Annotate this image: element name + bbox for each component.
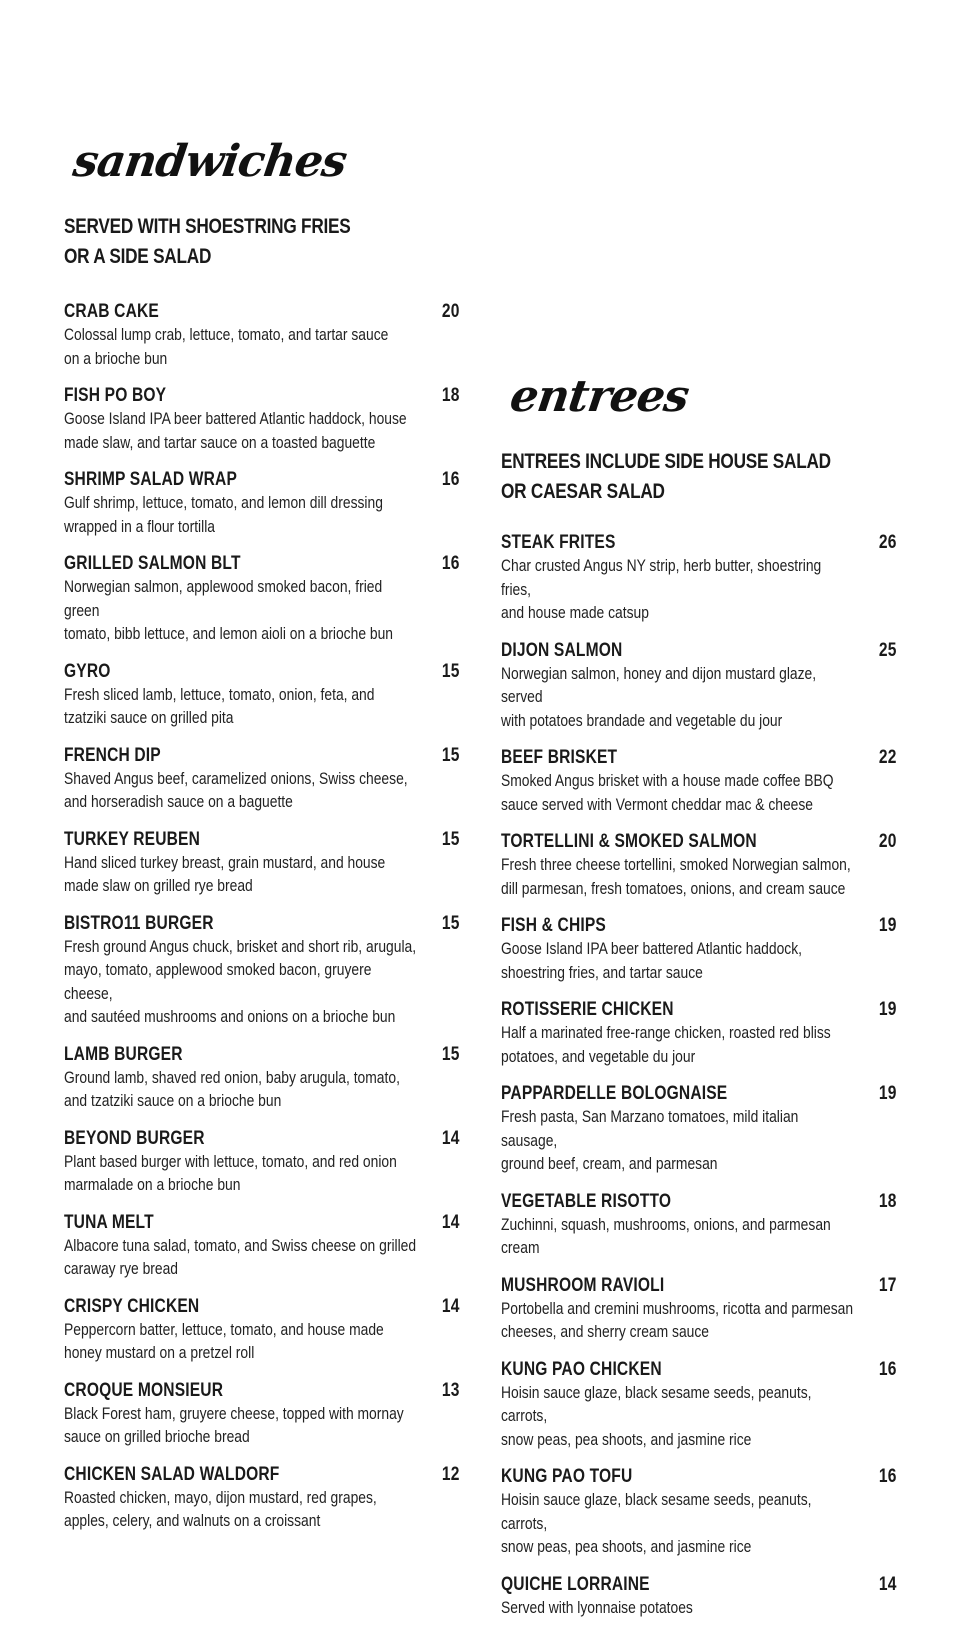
menu-item-name: FRENCH DIP [64,744,161,766]
menu-item-name: VEGETABLE RISOTTO [501,1190,672,1212]
menu-item-header [64,660,460,684]
entrees-subtitle-line-2: OR CAESAR SALAD [501,480,665,503]
menu-item-header [64,384,460,408]
menu-item-price: 16 [442,553,460,574]
menu-item-name: MUSHROOM RAVIOLI [501,1274,665,1296]
menu-item-price: 16 [879,1358,897,1380]
menu-item [64,1463,460,1534]
menu-item-description: Shaved Angus beef, caramelized onions, Swiss cheese, and horseradish sauce on a baguette [64,769,408,811]
menu-item [501,531,897,626]
menu-item-name: TORTELLINI & SMOKED SALMON [501,831,757,852]
menu-item-description: Goose Island IPA beer battered Atlantic haddock, house made slaw, and tartar sauce on a toasted baguette [64,410,407,452]
menu-item-name: GYRO [64,660,111,682]
menu-item [64,1211,460,1282]
menu-item [501,914,897,985]
menu-item [501,1465,897,1560]
menu-item-name: TURKEY REUBEN [64,828,201,850]
menu-item-header [64,1211,460,1235]
sandwiches-section [64,136,460,1547]
sandwiches-subtitle [64,212,389,272]
menu-item-price: 20 [879,831,897,852]
menu-item-header [501,830,897,854]
menu-item-name: STEAK FRITES [501,532,616,553]
menu-item-price: 25 [879,639,897,661]
menu-item-name: TUNA MELT [64,1211,154,1233]
menu-item-header [501,639,897,663]
menu-item-name: PAPPARDELLE BOLOGNAISE [501,1083,728,1104]
menu-item-description: Plant based burger with lettuce, tomato, and red onion marmalade on a brioche bun [64,1152,397,1194]
menu-item-name: CRAB CAKE [64,301,159,322]
menu-item-description: Black Forest ham, gruyere cheese, topped with mornay sauce on grilled brioche bread [64,1404,404,1446]
menu-item-header [501,1274,897,1298]
menu-item-header [64,744,460,768]
menu-item-description: Served with lyonnaise potatoes [501,1598,693,1617]
menu-item [501,830,897,901]
menu-item-header [64,300,460,324]
menu-item [64,1295,460,1366]
menu-item-name: KUNG PAO CHICKEN [501,1358,662,1380]
menu-item-price: 14 [442,1295,460,1317]
menu-item-price: 19 [879,1083,897,1104]
menu-item-header [501,1190,897,1214]
menu-item-header [501,1082,897,1106]
menu-item [501,998,897,1069]
entrees-subtitle [501,447,831,507]
menu-item-description: Hoisin sauce glaze, black sesame seeds, peanuts, carrots, snow peas, pea shoots, and jasmine rice [501,1491,812,1556]
menu-item-name: CRISPY CHICKEN [64,1295,200,1317]
menu-item [64,1379,460,1450]
sandwiches-subtitle-line-2: OR A SIDE SALAD [64,245,212,268]
menu-item [501,1082,897,1177]
menu-item-description: Hand sliced turkey breast, grain mustard, and house made slaw on grilled rye bread [64,853,386,895]
menu-item [64,468,460,539]
menu-item-header [64,1379,460,1403]
menu-item-description: Ground lamb, shaved red onion, baby arugula, tomato, and tzatziki sauce on a brioche bun [64,1068,400,1110]
menu-item-name: BISTRO11 BURGER [64,912,214,934]
menu-item-header [501,1358,897,1382]
menu-item [64,552,460,647]
menu-item-description: Albacore tuna salad, tomato, and Swiss cheese on grilled caraway rye bread [64,1236,417,1278]
menu-item [64,744,460,815]
menu-item-price: 19 [879,999,897,1020]
menu-item-name: CROQUE MONSIEUR [64,1379,224,1401]
menu-item-description: Hoisin sauce glaze, black sesame seeds, peanuts, carrots, snow peas, pea shoots, and jasmine rice [501,1383,812,1449]
menu-item-header [501,998,897,1022]
menu-item [64,1127,460,1198]
menu-item-description: Roasted chicken, mayo, dijon mustard, red grapes, apples, celery, and walnuts on a croissant [64,1488,377,1530]
menu-item-price: 16 [879,1466,897,1487]
menu-item-header [501,1573,897,1597]
menu-item-description: Norwegian salmon, honey and dijon mustard glaze, served with potatoes brandade and vegetable du jour [501,664,817,730]
menu-item-name: BEYOND BURGER [64,1127,205,1149]
menu-item [501,1358,897,1453]
menu-item-price: 26 [879,532,897,553]
menu-item [501,1274,897,1345]
menu-item [501,1573,897,1621]
menu-item-description: Gulf shrimp, lettuce, tomato, and lemon dill dressing wrapped in a flour tortilla [64,494,383,536]
menu-item-header [64,1127,460,1151]
menu-item-header [64,1463,460,1487]
menu-item-price: 15 [442,660,460,682]
menu-item-header [64,552,460,576]
menu-item [64,1043,460,1114]
menu-item-price: 20 [442,301,460,322]
menu-item-description: Smoked Angus brisket with a house made coffee BBQ sauce served with Vermont cheddar mac & cheese [501,772,834,814]
menu-item-header [501,1465,897,1489]
menu-item-price: 22 [879,747,897,768]
menu-item-price: 15 [442,1043,460,1065]
menu-item-header [501,914,897,938]
menu-item [64,384,460,455]
menu-item-description: Peppercorn batter, lettuce, tomato, and house made honey mustard on a pretzel roll [64,1320,384,1362]
menu-item-price: 18 [879,1190,897,1212]
menu-item-price: 15 [442,912,460,934]
menu-item [64,912,460,1030]
menu-item-description: Fresh pasta, San Marzano tomatoes, mild italian sausage, ground beef, cream, and parmesan [501,1108,799,1173]
menu-item-price: 14 [879,1573,897,1595]
menu-item-price: 15 [442,828,460,850]
menu-item-price: 18 [442,385,460,406]
menu-item-description: Char crusted Angus NY strip, herb butter, shoestring fries, and house made catsup [501,557,822,622]
menu-item-description: Fresh three cheese tortellini, smoked Norwegian salmon, dill parmesan, fresh tomatoes, onions, and cream sauce [501,856,851,898]
sandwiches-list [64,300,460,1534]
entrees-subtitle-line-1: ENTREES INCLUDE SIDE HOUSE SALAD [501,450,831,473]
entrees-list [501,531,897,1620]
menu-item-description: Half a marinated free-range chicken, roasted red bliss potatoes, and vegetable du jour [501,1024,831,1066]
menu-item-name: KUNG PAO TOFU [501,1466,633,1487]
menu-item-header [64,1295,460,1319]
menu-item [64,660,460,731]
menu-item-price: 15 [442,744,460,766]
entrees-heading: entrees [507,371,692,422]
menu-item [64,300,460,371]
menu-item-header [64,912,460,936]
menu-item-name: CHICKEN SALAD WALDORF [64,1463,280,1485]
sandwiches-subtitle-line-1: SERVED WITH SHOESTRING FRIES [64,215,351,238]
entrees-section [501,371,897,1633]
sandwiches-heading: sandwiches [70,136,350,187]
menu-item-name: BEEF BRISKET [501,747,618,768]
menu-item-name: FISH & CHIPS [501,915,606,936]
menu-item-description: Portobella and cremini mushrooms, ricotta and parmesan cheeses, and sherry cream sauce [501,1299,854,1341]
menu-item-name: DIJON SALMON [501,639,623,661]
menu-item-header [64,468,460,492]
menu-item-description: Zuchinni, squash, mushrooms, onions, and parmesan cream [501,1215,831,1257]
menu-item-description: Goose Island IPA beer battered Atlantic haddock, shoestring fries, and tartar sauce [501,940,803,982]
menu-item-price: 19 [879,915,897,936]
menu-item-name: GRILLED SALMON BLT [64,553,241,574]
menu-item-name: ROTISSERIE CHICKEN [501,999,674,1020]
menu-item-description: Fresh sliced lamb, lettuce, tomato, onion, feta, and tzatziki sauce on grilled pita [64,685,375,727]
menu-item-header [501,531,897,555]
menu-item-name: FISH PO BOY [64,385,167,406]
menu-item-name: LAMB BURGER [64,1043,183,1065]
menu-item-name: QUICHE LORRAINE [501,1573,650,1595]
menu-item-header [64,828,460,852]
menu-item-price: 17 [879,1274,897,1296]
menu-item-price: 16 [442,469,460,490]
menu-item-price: 14 [442,1127,460,1149]
menu-item [501,746,897,817]
menu-item-description: Fresh ground Angus chuck, brisket and short rib, arugula, mayo, tomato, applewood smoked bacon, gruyere cheese, and sautéed mushrooms and onions on a brioche bun [64,937,417,1026]
menu-item-price: 14 [442,1211,460,1233]
menu-item [64,828,460,899]
menu-item-description: Colossal lump crab, lettuce, tomato, and tartar sauce on a brioche bun [64,326,389,368]
menu-item-header [501,746,897,770]
menu-item-price: 13 [442,1379,460,1401]
menu-item-description: Norwegian salmon, applewood smoked bacon, fried green tomato, bibb lettuce, and lemon aioli on a brioche bun [64,578,394,643]
menu-item [501,639,897,734]
menu-item-name: SHRIMP SALAD WRAP [64,469,238,490]
menu-item-header [64,1043,460,1067]
menu-item-price: 12 [442,1463,460,1485]
menu-item [501,1190,897,1261]
